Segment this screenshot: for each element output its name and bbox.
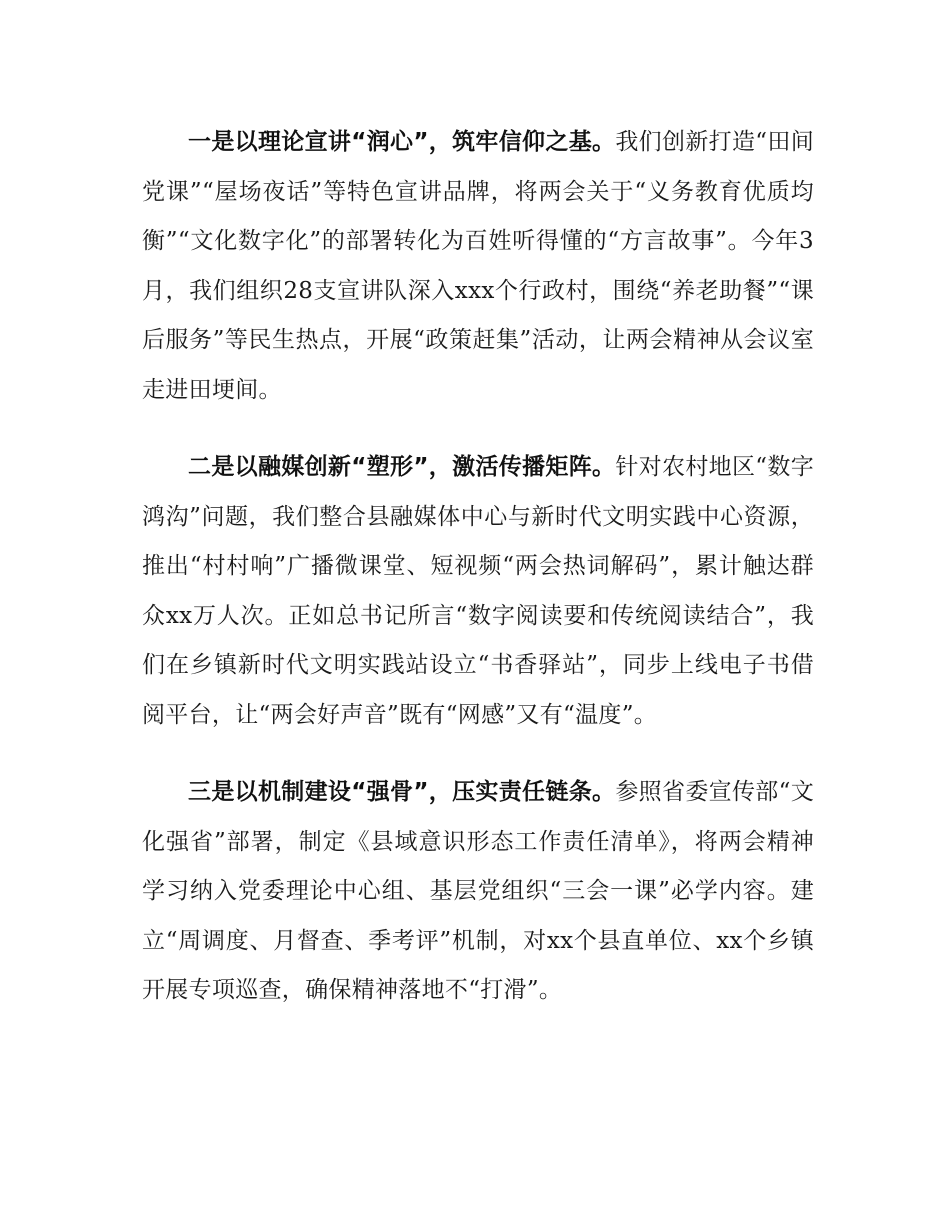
- paragraph-text: 针对农村地区“数字鸿沟”问题，我们整合县融媒体中心与新时代文明实践中心资源，推出“村村响”广播微课堂、短视频“两会热词解码”，累计触达群众xx万人次。正如总书记所言“数字阅读要和传统阅读结合”，我们在乡镇新时代文明实践站设立“书香驿站”，同步上线电子书借阅平台，让“两会好声音”既有“网感”又有“温度”。: [142, 454, 814, 728]
- paragraph-lead: 二是以融媒创新“塑形”，激活传播矩阵。: [188, 454, 616, 480]
- paragraph-media-innovation: [142, 443, 814, 740]
- paragraph-text: 参照省委宣传部“文化强省”部署，制定《县域意识形态工作责任清单》，将两会精神学习纳入党委理论中心组、基层党组织“三会一课”必学内容。建立“周调度、月督查、季考评”机制，对xx个县直单位、xx个乡镇开展专项巡查，确保精神落地不“打滑”。: [142, 779, 814, 1003]
- paragraph-lead: 一是以理论宣讲“润心”，筑牢信仰之基。: [188, 129, 616, 155]
- paragraph-theory-outreach: [142, 118, 814, 415]
- document-body: [142, 118, 814, 1044]
- paragraph-mechanism-building: [142, 768, 814, 1016]
- paragraph-lead: 三是以机制建设“强骨”，压实责任链条。: [188, 779, 616, 805]
- paragraph-text: 我们创新打造“田间党课”“屋场夜话”等特色宣讲品牌，将两会关于“义务教育优质均衡”“文化数字化”的部署转化为百姓听得懂的“方言故事”。今年3月，我们组织28支宣讲队深入xxx个行政村，围绕“养老助餐”“课后服务”等民生热点，开展“政策赶集”活动，让两会精神从会议室走进田埂间。: [142, 129, 814, 403]
